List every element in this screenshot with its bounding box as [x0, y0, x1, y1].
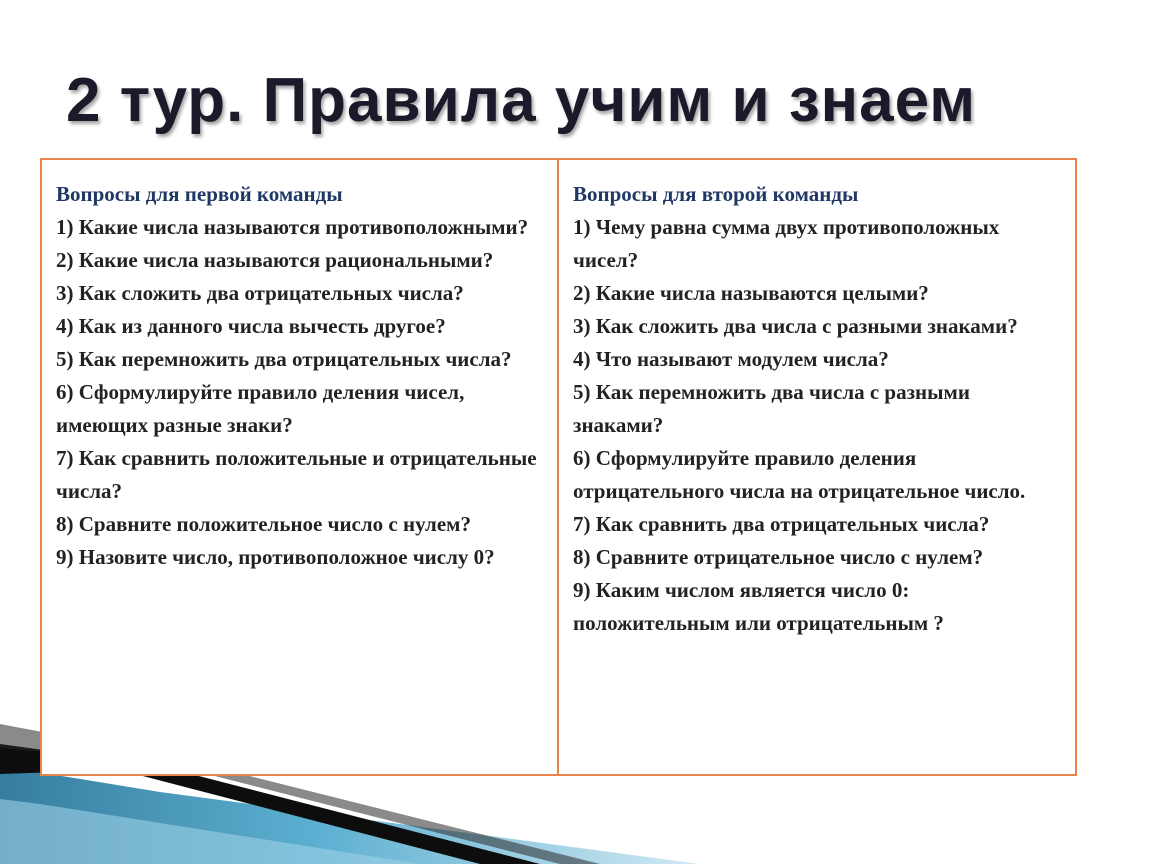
team2-question: 9) Каким числом является число 0: положительным или отрицательным ?	[573, 578, 944, 635]
team1-question: 3) Как сложить два отрицательных числа?	[56, 281, 464, 305]
team1-question: 9) Назовите число, противоположное числу 0?	[56, 545, 495, 569]
team1-header: Вопросы для первой команды	[56, 182, 343, 206]
team2-header: Вопросы для второй команды	[573, 182, 859, 206]
team2-question: 1) Чему равна сумма двух противоположных чисел?	[573, 215, 1000, 272]
team2-question: 3) Как сложить два числа с разными знаками?	[573, 314, 1018, 338]
team1-question: 7) Как сравнить положительные и отрицательные числа?	[56, 446, 537, 503]
team1-column	[42, 160, 559, 774]
team1-question: 2) Какие числа называются рациональными?	[56, 248, 494, 272]
team2-question: 8) Сравните отрицательное число с нулем?	[573, 545, 984, 569]
team1-question: 1) Какие числа называются противоположными?	[56, 215, 529, 239]
team1-question: 8) Сравните положительное число с нулем?	[56, 512, 471, 536]
team2-question: 6) Сформулируйте правило деления отрицательного числа на отрицательное число.	[573, 446, 1026, 503]
team2-column	[559, 160, 1075, 774]
team1-question: 4) Как из данного числа вычесть другое?	[56, 314, 446, 338]
team2-question: 5) Как перемножить два числа с разными знаками?	[573, 380, 970, 437]
team1-question: 6) Сформулируйте правило деления чисел, имеющих разные знаки?	[56, 380, 465, 437]
questions-table	[40, 158, 1077, 776]
team2-question: 2) Какие числа называются целыми?	[573, 281, 929, 305]
team2-question: 4) Что называют модулем числа?	[573, 347, 889, 371]
slide-title: 2 тур. Правила учим и знаем	[66, 66, 977, 135]
team2-question: 7) Как сравнить два отрицательных числа?	[573, 512, 990, 536]
team1-question: 5) Как перемножить два отрицательных числа?	[56, 347, 512, 371]
